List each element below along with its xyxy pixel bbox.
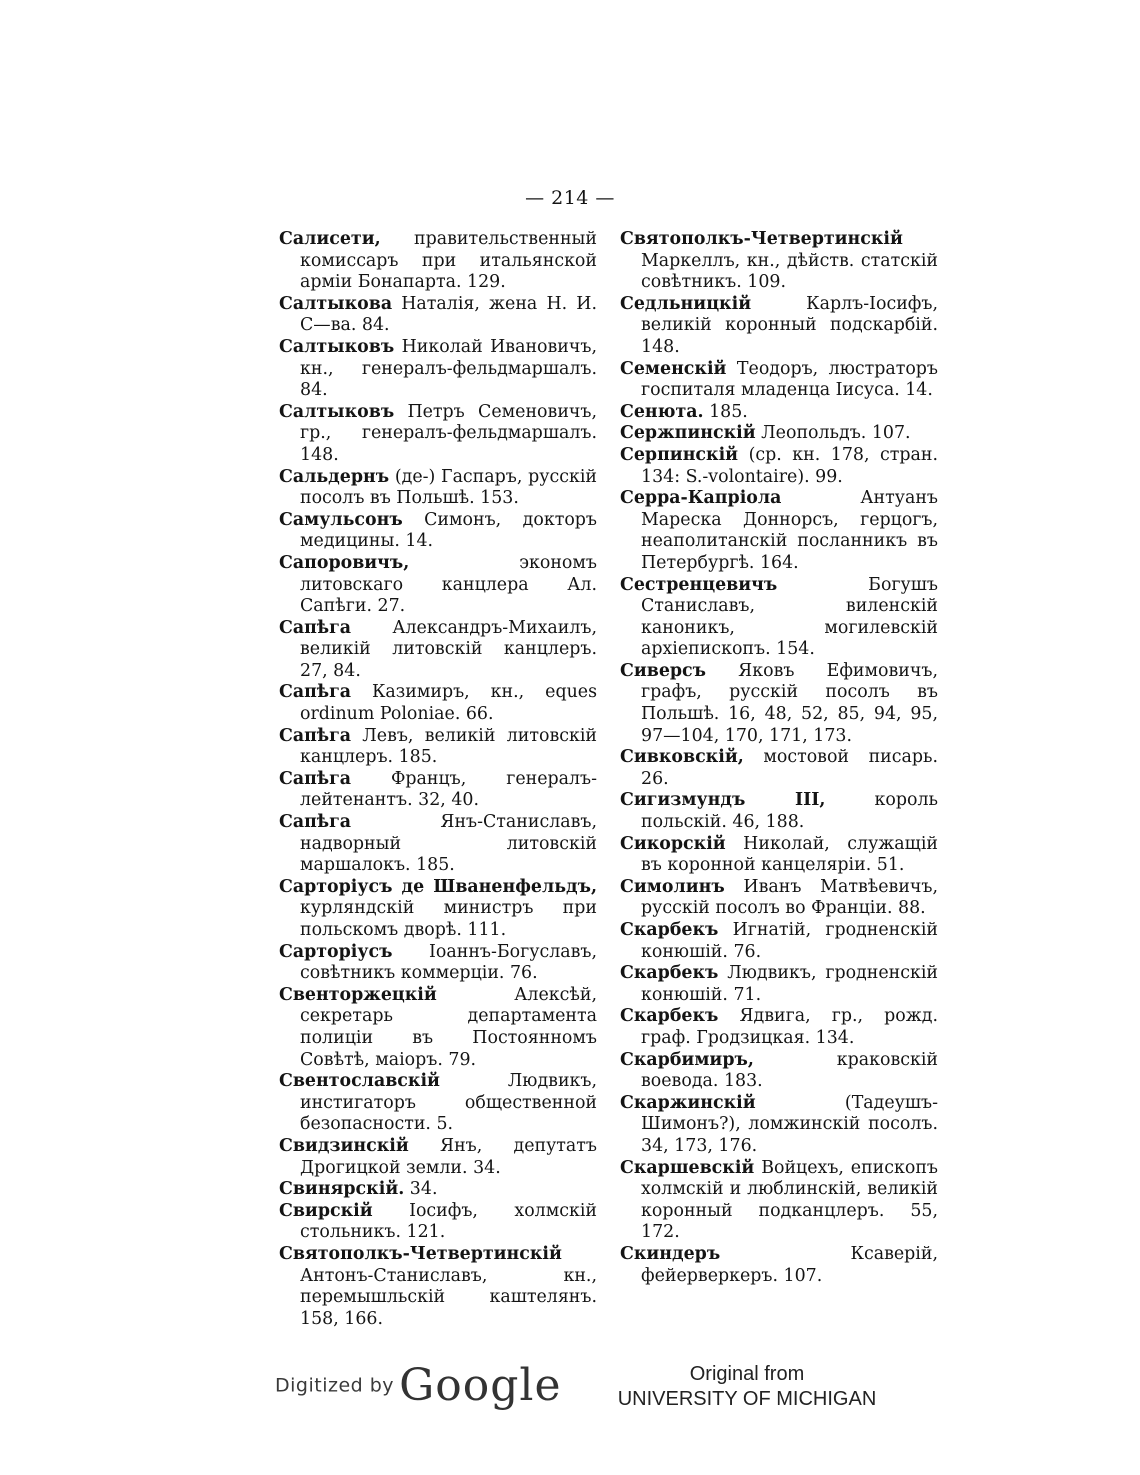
entry-text: Иванъ Матвѣевичъ, русскій посолъ во Франціи. 88. (641, 876, 938, 919)
entry-head: Свинярскій. (279, 1179, 405, 1200)
entry-head: Симолинъ (620, 876, 725, 897)
entry-text: Янъ-Станиславъ, надворный литовскій маршалокъ. 185. (300, 812, 597, 876)
entry-head: Семенскій (620, 358, 727, 379)
entry-text: Казимиръ, кн., eques ordinum Poloniae. 66. (300, 682, 597, 725)
entry-text: Ядвига, гр., рожд. граф. Гродзицкая. 134. (641, 1006, 938, 1048)
entry-head: Сапѣга (279, 725, 351, 746)
entry-text: Теодоръ, люстраторъ госпиталя младенца Іисуса. 14. (641, 358, 938, 401)
entry-text: Іосифъ, холмскій стольникъ. 121. (300, 1200, 597, 1243)
index-entry (279, 402, 597, 467)
index-entry (620, 1158, 938, 1244)
entry-head: Сержпинскій (620, 423, 756, 444)
entry-head: Сиверсъ (620, 660, 706, 681)
entry-text: король польскій. 46, 188. (641, 790, 938, 833)
entry-head: Салтыковъ (279, 336, 395, 357)
entry-text: Францъ, генералъ-лейтенантъ. 32, 40. (300, 768, 597, 811)
entry-text: (Тадеушъ-Шимонъ?), ломжинскій посолъ. 34, 173, 176. (641, 1092, 938, 1156)
index-entry (279, 812, 597, 877)
index-entry (620, 790, 938, 833)
entry-text: Яковъ Ефимовичъ, графъ, русскій посолъ въ Польшѣ. 16, 48, 52, 85, 94, 95, 97—104, 170, 171, 173. (641, 660, 938, 746)
entry-text: Людвикъ, гродненскій конюшій. 71. (641, 963, 938, 1005)
index-entry (279, 985, 597, 1071)
index-entry (620, 661, 938, 747)
index-entry (620, 1244, 938, 1287)
index-entry (279, 682, 597, 725)
entry-text: Петръ Семеновичъ, гр., генералъ-фельдмаршалъ. 148. (300, 401, 597, 465)
entry-text: Войцехъ, епископъ холмскій и люблинскій, великій коронный подканцлеръ. 55, 172. (641, 1157, 938, 1243)
entry-head: Сивковскій, (620, 747, 744, 768)
page-number: — 214 — (525, 187, 615, 209)
entry-text: Левъ, великій литовскій канцлеръ. 185. (300, 725, 597, 768)
entry-text: Ксаверій, фейерверкеръ. 107. (641, 1243, 938, 1286)
index-entry (279, 1244, 597, 1330)
index-entry (279, 942, 597, 985)
index-entry (620, 445, 938, 488)
entry-text: Людвикъ, инстигаторъ общественной безопасности. 5. (300, 1071, 597, 1135)
index-entry (620, 1050, 938, 1093)
entry-head: Свирскій (279, 1200, 373, 1221)
index-entry (279, 294, 597, 337)
entry-text: курляндскій министръ при польскомъ дворѣ. 111. (300, 898, 597, 940)
entry-head: Свидзинскій (279, 1135, 409, 1156)
index-entry (620, 575, 938, 661)
entry-text: Антонъ-Станиславъ, кн., перемышльскій каштелянъ. 158, 166. (300, 1265, 597, 1329)
entry-head: Сапѣга (279, 617, 351, 638)
entry-head: Скаршевскій (620, 1157, 755, 1178)
original-from-label: Original from (689, 1363, 805, 1385)
index-entry (620, 877, 938, 920)
entry-head: Свентославскій (279, 1071, 440, 1092)
entry-head: Сапѣга (279, 768, 351, 789)
original-from-watermark (612, 1362, 882, 1412)
entry-head: Святополкъ-Четвертинскій (620, 229, 903, 249)
entry-head: Скарбекъ (620, 1006, 719, 1027)
index-entry (279, 467, 597, 510)
index-entry (279, 726, 597, 769)
entry-text: Маркеллъ, кн., дѣйств. статскій совѣтникъ. 109. (641, 250, 938, 293)
entry-head: Скаржинскій (620, 1092, 756, 1113)
entry-text: Антуанъ Мареска Доннорсъ, герцогъ, неаполитанскій посланникъ въ Петербургѣ. 164. (641, 488, 938, 573)
entry-text: Николай, служащій въ коронной канцеляріи. 51. (641, 833, 938, 876)
entry-text: Алексѣй, секретарь департамента полиціи въ Постоянномъ Совѣтѣ, маіоръ. 79. (300, 984, 597, 1070)
entry-head: Салтыковъ (279, 401, 395, 422)
entry-head: Седльницкій (620, 293, 752, 314)
index-entry (620, 747, 938, 790)
index-entry (620, 920, 938, 963)
entry-head: Сикорскій (620, 833, 726, 854)
index-entry (620, 1093, 938, 1158)
entry-head: Святополкъ-Четвертинскій (279, 1243, 562, 1264)
entry-head: Скарбимиръ, (620, 1049, 754, 1070)
index-entry (620, 834, 938, 877)
entry-text: правительственный комиссаръ при итальянской арміи Бонапарта. 129. (300, 229, 597, 293)
index-entry (279, 877, 597, 942)
index-entry (279, 1179, 597, 1201)
index-entry (620, 294, 938, 359)
entry-text: краковскій воевода. 183. (641, 1049, 938, 1092)
entry-head: Самульсонъ (279, 509, 403, 530)
index-entry (279, 229, 597, 294)
entry-text: (де-) Гаспаръ, русскій посолъ въ Польшѣ. 153. (300, 466, 597, 509)
entry-head: Сальдернъ (279, 466, 390, 487)
index-entry (620, 488, 938, 574)
entry-head: Скарбекъ (620, 920, 719, 940)
index-entry (620, 1006, 938, 1049)
entry-head: Сапѣга (279, 682, 351, 703)
entry-text: Карлъ-Іосифъ, великій коронный подскарбій. 148. (641, 293, 938, 357)
entry-head: Свенторжецкій (279, 984, 437, 1005)
index-entry (620, 229, 938, 294)
entry-head: Скиндеръ (620, 1243, 721, 1264)
index-entry (279, 1071, 597, 1136)
entry-head: Сенюта. (620, 401, 704, 422)
index-entry (620, 963, 938, 1006)
entry-head: Серра-Капріола (620, 488, 782, 509)
entry-head: Салтыкова (279, 293, 393, 314)
index-entry (620, 423, 938, 445)
entry-text: Леопольдъ. 107. (755, 423, 911, 444)
entry-text: Симонъ, докторъ медицины. 14. (300, 509, 597, 552)
google-logo: Google (399, 1360, 562, 1411)
entry-head: Сарторіусъ (279, 941, 393, 962)
index-entry (620, 359, 938, 402)
entry-text: 185. (703, 401, 748, 422)
entry-text: мостовой писарь. 26. (641, 747, 938, 789)
entry-text: Наталія, жена Н. И. С—ва. 84. (300, 293, 597, 336)
index-column-right (620, 229, 938, 1287)
index-entry (279, 510, 597, 553)
entry-text: Іоаннъ-Богуславъ, совѣтникъ коммерціи. 76. (300, 941, 597, 984)
entry-text: Богушъ Станиславъ, виленскій каноникъ, могилевскій архіепископъ. 154. (641, 574, 938, 660)
index-entry (279, 618, 597, 683)
entry-head: Сигизмундъ III, (620, 790, 826, 811)
entry-head: Серпинскій (620, 444, 739, 465)
entry-head: Сестренцевичъ (620, 574, 778, 595)
entry-text: Игнатій, гродненскій конюшій. 76. (641, 920, 938, 962)
university-label: UNIVERSITY OF MICHIGAN (617, 1388, 877, 1410)
entry-head: Салисети, (279, 229, 381, 249)
entry-text: Александръ-Михаилъ, великій литовскій канцлеръ. 27, 84. (300, 617, 597, 681)
index-entry (279, 1136, 597, 1179)
index-entry (620, 402, 938, 424)
index-entry (279, 1201, 597, 1244)
entry-head: Сапѣга (279, 812, 351, 833)
index-entry (279, 769, 597, 812)
digitized-by-watermark (275, 1360, 562, 1411)
digitized-by-label: Digitized by (275, 1374, 395, 1397)
entry-text: экономъ литовскаго канцлера Ал. Сапѣги. 27. (300, 552, 597, 617)
entry-text: Николай Ивановичъ, кн., генералъ-фельдмаршалъ. 84. (300, 336, 597, 401)
entry-head: Скарбекъ (620, 963, 719, 984)
entry-head: Сапоровичъ, (279, 552, 410, 573)
index-entry (279, 553, 597, 618)
entry-text: 34. (404, 1179, 438, 1200)
entry-text: Янъ, депутатъ Дрогицкой земли. 34. (300, 1135, 597, 1178)
entry-head: Сарторіусъ де Шваненфельдъ, (279, 876, 597, 897)
entry-text: (ср. кн. 178, стран. 134: S.-volontaire). 99. (641, 444, 938, 487)
index-entry (279, 337, 597, 402)
index-column-left (279, 229, 597, 1330)
